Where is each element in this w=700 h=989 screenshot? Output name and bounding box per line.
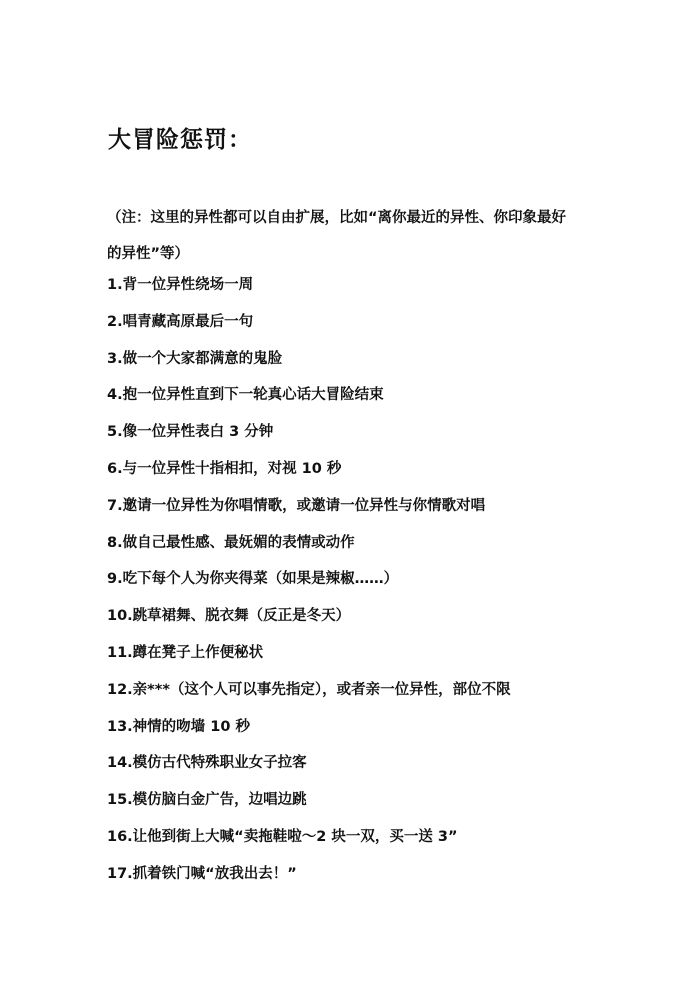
list-item: 1.背一位异性绕场一周 [107, 277, 254, 293]
list-item: 17.抓着铁门喊“放我出去！” [107, 865, 297, 882]
list-item: 15.模仿脑白金广告，边唱边跳 [107, 792, 307, 809]
list-item: 14.模仿古代特殊职业女子拉客 [107, 755, 307, 772]
list-item: 12.亲***（这个人可以事先指定），或者亲一位异性，部位不限 [107, 681, 511, 698]
document-note: （注：这里的异性都可以自由扩展，比如“离你最近的异性、你印象最好的异性”等） [107, 210, 567, 262]
list-item: 5.像一位异性表白 3 分钟 [107, 424, 274, 441]
list-item: 2.唱青藏高原最后一句 [107, 313, 254, 330]
list-item: 16.让他到街上大喊“卖拖鞋啦～2 块一双，买一送 3” [107, 828, 458, 845]
punishment-list [107, 270, 511, 896]
document-title: 大冒险惩罚： [108, 127, 252, 153]
list-item: 10.跳草裙舞、脱衣舞（反正是冬天） [107, 608, 351, 625]
list-item: 11.蹲在凳子上作便秘状 [107, 644, 264, 661]
list-item: 9.吃下每个人为你夹得菜（如果是辣椒……） [107, 571, 399, 588]
list-item: 7.邀请一位异性为你唱情歌，或邀请一位异性与你情歌对唱 [107, 497, 486, 514]
list-item: 8.做自己最性感、最妩媚的表情或动作 [107, 534, 355, 551]
list-item: 6.与一位异性十指相扣，对视 10 秒 [107, 460, 342, 477]
list-item: 13.神情的吻墙 10 秒 [107, 718, 250, 735]
list-item: 3.做一个大家都满意的鬼脸 [107, 350, 283, 367]
list-item: 4.抱一位异性直到下一轮真心话大冒险结束 [107, 387, 384, 404]
